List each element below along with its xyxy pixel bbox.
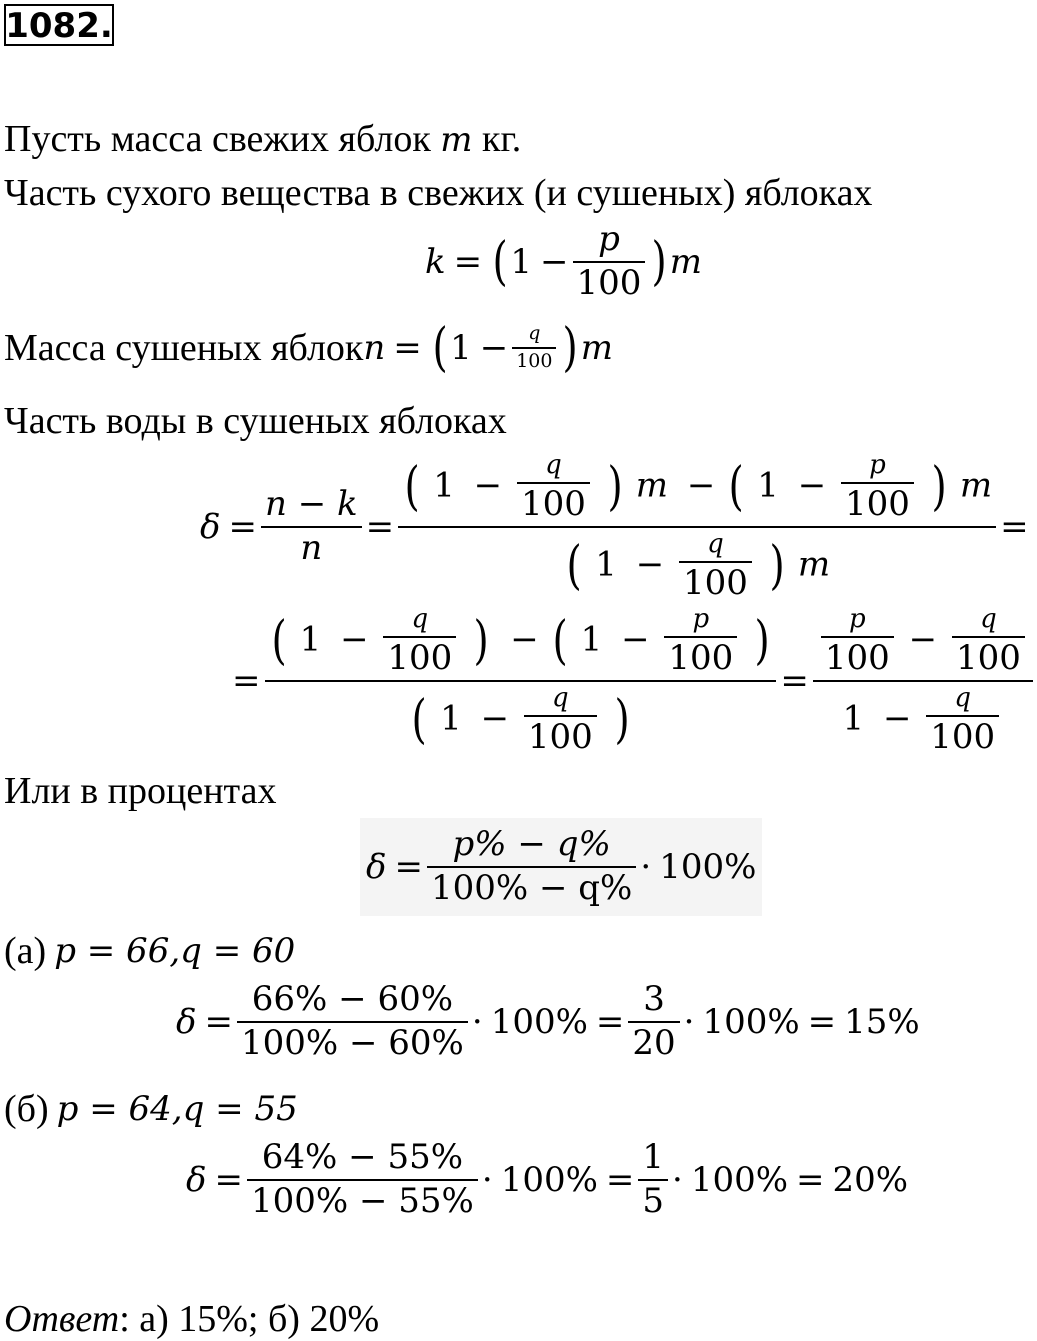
equals-sign: = <box>394 847 423 887</box>
fraction-p-100 <box>664 606 737 677</box>
left-paren: ( <box>271 611 287 672</box>
one: 1 <box>450 328 472 368</box>
case-b-result: 20% <box>832 1159 909 1200</box>
minus-sign: − <box>340 619 369 660</box>
numerator: 3 <box>643 979 665 1019</box>
fraction-q-100 <box>517 452 590 523</box>
minus-sign: − <box>540 241 569 282</box>
equals-sign: = <box>393 328 422 368</box>
numerator <box>265 606 777 677</box>
left-paren: ( <box>404 457 420 518</box>
hundred-percent: 100% <box>500 1159 598 1200</box>
denominator: 100 <box>845 484 910 525</box>
right-paren: ) <box>563 318 579 378</box>
minus-sign: − <box>479 328 509 368</box>
fraction-n-minus-k-over-n <box>261 484 362 568</box>
var-delta: δ <box>186 1159 207 1200</box>
var-k: k <box>425 241 446 282</box>
numerator: p% − q% <box>452 824 611 865</box>
minus-sign: − <box>621 619 650 660</box>
hundred-percent: 100% <box>702 1001 800 1042</box>
denominator: 5 <box>642 1180 665 1221</box>
equals-sign: = <box>453 241 483 282</box>
multiply-dot: · <box>481 1159 493 1200</box>
numerator: p <box>869 450 886 480</box>
var-m: m <box>635 465 669 506</box>
denominator <box>405 682 636 758</box>
numerator: q <box>552 682 569 713</box>
denominator <box>560 528 834 604</box>
right-paren: ) <box>769 536 785 597</box>
one: 1 <box>595 544 617 585</box>
fraction-b <box>247 1137 478 1221</box>
case-a-line <box>4 932 295 970</box>
left-paren: ( <box>552 611 568 672</box>
case-b-calculation <box>186 1137 909 1221</box>
denominator: 100 <box>955 638 1021 679</box>
denominator: 100% − q% <box>430 868 633 908</box>
case-b-q: q = 55 <box>182 1089 298 1129</box>
fraction-q-100 <box>512 324 556 372</box>
case-a-q: q = 60 <box>180 931 296 971</box>
equals-sign: = <box>204 1001 233 1042</box>
numerator: p <box>692 604 710 634</box>
numerator: 64% − 55% <box>261 1137 464 1177</box>
hundred-percent: 100% <box>690 1159 789 1200</box>
hundred-percent: 100% <box>490 1001 588 1042</box>
one: 1 <box>510 241 533 282</box>
fraction-bar <box>265 680 777 682</box>
case-a-calculation <box>176 979 920 1063</box>
left-paren: ( <box>492 231 508 292</box>
one: 1 <box>433 465 455 506</box>
var-m: m <box>959 465 993 506</box>
numerator <box>398 452 996 523</box>
fraction-q-100 <box>926 682 999 758</box>
denominator: 20 <box>632 1022 676 1063</box>
numerator: p <box>849 604 866 634</box>
numerator: 1 <box>642 1137 665 1177</box>
denominator: 100 <box>824 638 890 679</box>
intro-line <box>4 120 521 158</box>
numerator: p <box>598 219 620 259</box>
intro-unit: кг. <box>472 118 522 160</box>
minus-sign: − <box>686 465 716 506</box>
equals-sign: = <box>780 660 809 701</box>
multiply-dot: · <box>471 1001 483 1042</box>
numerator: q <box>411 604 429 634</box>
fraction-simplified <box>265 606 777 756</box>
fraction-p-100 <box>573 219 646 303</box>
equals-sign: = <box>796 1159 825 1200</box>
minus-sign: − <box>510 619 539 660</box>
var-m: m <box>797 544 831 585</box>
fraction-b-simplified <box>638 1137 668 1221</box>
left-paren: ( <box>432 318 448 378</box>
denominator: n <box>300 527 323 568</box>
left-paren: ( <box>566 536 582 597</box>
equals-sign: = <box>365 506 395 547</box>
numerator: 66% − 60% <box>251 979 454 1019</box>
one: 1 <box>757 465 779 506</box>
denominator: 100 <box>520 484 586 525</box>
denominator: 100 <box>516 350 553 372</box>
one: 1 <box>580 619 603 660</box>
case-b-line <box>4 1090 298 1128</box>
numerator: q <box>954 682 972 713</box>
denominator: 100 <box>576 262 642 303</box>
equals-sign: = <box>228 506 257 547</box>
percent-formula <box>360 818 762 916</box>
right-paren: ) <box>614 690 630 751</box>
case-a-result: 15% <box>844 1001 920 1042</box>
water-part-line: Часть воды в сушеных яблоках <box>4 400 507 442</box>
fraction-a <box>237 979 468 1063</box>
dry-matter-line: Часть сухого вещества в свежих (и сушеных) яблоках <box>4 172 873 214</box>
var-delta: δ <box>200 506 221 547</box>
equals-sign: = <box>605 1159 635 1200</box>
left-paren: ( <box>411 690 427 751</box>
fraction-bar <box>813 680 1033 682</box>
var-delta: δ <box>366 847 387 887</box>
minus-sign: − <box>797 465 827 506</box>
fraction-q-100 <box>679 528 752 604</box>
denominator: 100 <box>668 638 734 679</box>
fraction-bar <box>398 526 996 528</box>
minus-sign: − <box>480 698 510 739</box>
multiply-dot: · <box>683 1001 695 1042</box>
var-m: m <box>580 328 614 368</box>
case-a-p: p = 66, <box>54 931 181 971</box>
right-paren: ) <box>607 457 623 518</box>
minus-sign: − <box>882 698 912 739</box>
dried-mass-line <box>4 318 614 378</box>
minus-sign: − <box>473 465 503 506</box>
equals-sign: = <box>807 1001 837 1042</box>
answer-line <box>4 1300 379 1338</box>
denominator: 100 <box>527 717 593 758</box>
denominator: 100% − 55% <box>250 1180 474 1221</box>
fraction-bar <box>512 347 556 349</box>
fraction-big <box>398 452 996 602</box>
fraction-p-100 <box>841 452 914 523</box>
fraction-final <box>813 606 1033 756</box>
left-paren: ( <box>728 457 744 518</box>
multiply-dot: · <box>640 847 652 887</box>
right-paren: ) <box>754 611 770 672</box>
hundred-percent: 100% <box>659 847 757 887</box>
delta-derivation-2 <box>232 606 1037 756</box>
numerator: q <box>545 450 562 480</box>
fraction-p-100 <box>821 606 894 677</box>
minus-sign: − <box>908 619 938 660</box>
multiply-dot: · <box>672 1159 683 1200</box>
answer-text: : а) 15%; б) 20% <box>119 1298 380 1340</box>
problem-number: 1082. <box>5 6 113 46</box>
numerator: n − k <box>264 484 358 525</box>
equals-sign: = <box>214 1159 243 1200</box>
fraction-q-100 <box>383 606 456 677</box>
fraction-q-100 <box>952 606 1025 677</box>
denominator: 100% − 60% <box>240 1022 464 1063</box>
right-paren: ) <box>651 231 668 292</box>
fraction-q-100 <box>524 682 597 758</box>
denominator: 100 <box>930 717 996 758</box>
intro-text: Пусть масса свежих яблок <box>4 118 441 160</box>
equals-sign: = <box>232 660 261 701</box>
one: 1 <box>440 698 462 739</box>
var-n: n <box>363 328 386 368</box>
numerator: q <box>980 604 997 634</box>
equals-sign: = <box>595 1001 625 1042</box>
case-b-label: (б) <box>4 1088 49 1130</box>
numerator: q <box>707 528 724 559</box>
formula-k <box>425 219 702 303</box>
var-delta: δ <box>176 1001 197 1042</box>
right-paren: ) <box>473 611 489 672</box>
var-m: m <box>669 241 702 282</box>
percent-line: Или в процентах <box>4 770 277 812</box>
denominator: 100 <box>387 638 453 679</box>
equals-sign: = <box>1000 506 1029 547</box>
answer-label: Ответ <box>4 1298 120 1340</box>
dried-mass-text: Масса сушеных яблок <box>4 327 364 369</box>
numerator: q <box>528 322 541 345</box>
one: 1 <box>842 698 865 739</box>
minus-sign: − <box>635 544 665 585</box>
case-b-p: p = 64, <box>56 1089 183 1129</box>
one: 1 <box>299 619 322 660</box>
denominator <box>839 682 1008 758</box>
fraction-percent <box>427 824 636 908</box>
var-m: m <box>440 120 473 160</box>
right-paren: ) <box>931 457 947 518</box>
denominator: 100 <box>683 563 748 604</box>
delta-derivation-1 <box>200 452 1029 602</box>
case-a-label: (а) <box>4 930 47 972</box>
fraction-a-simplified <box>628 979 679 1063</box>
numerator <box>813 606 1033 677</box>
